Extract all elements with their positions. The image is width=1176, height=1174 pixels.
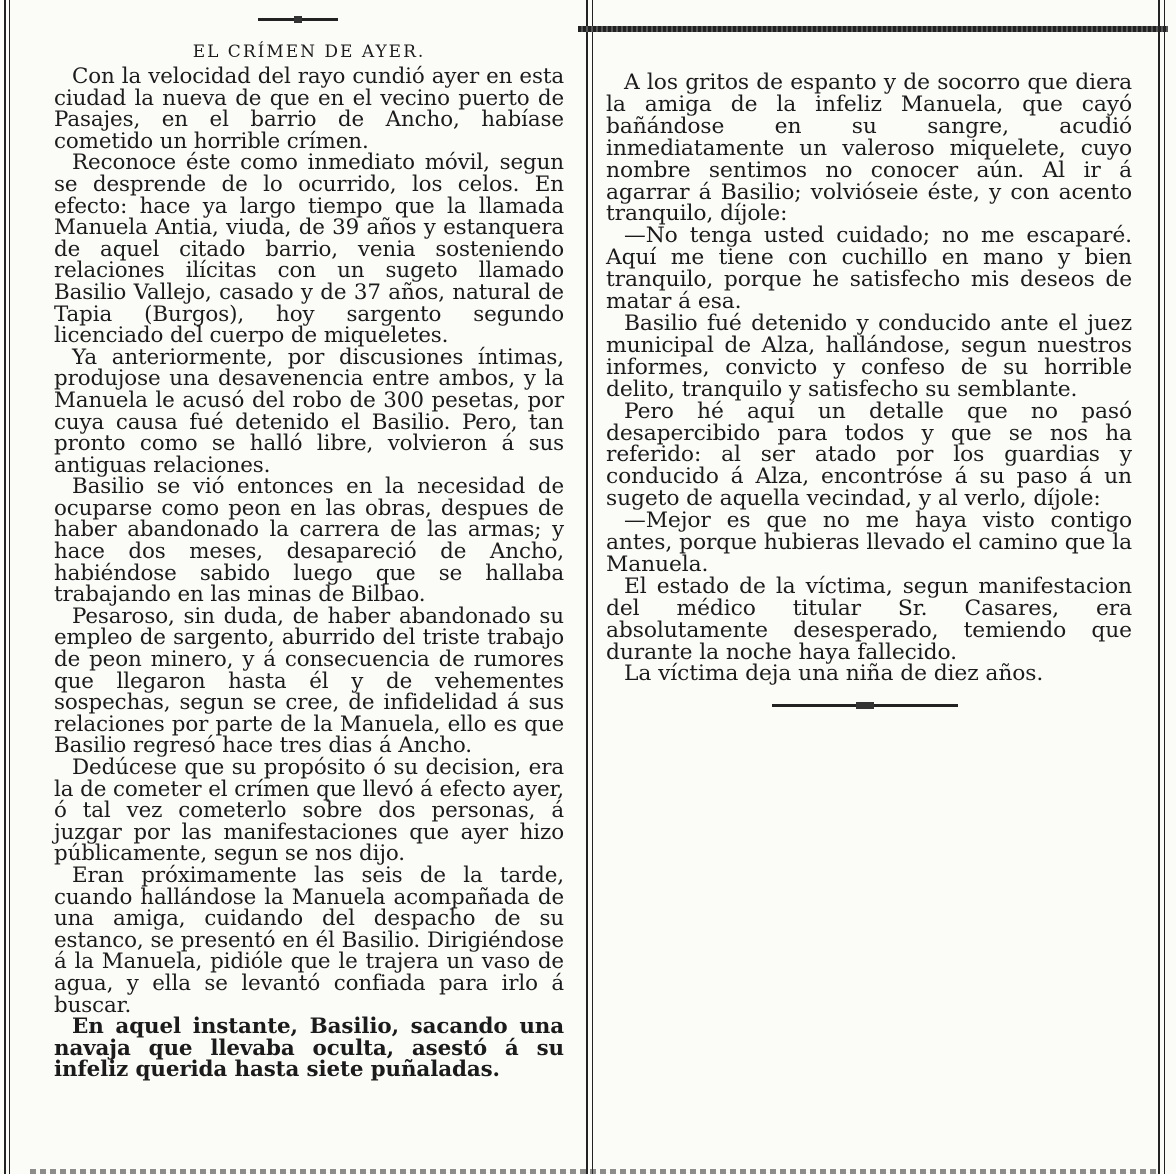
article-paragraph: Basilio se vió entonces en la necesidad de ocuparse como peon en las obras, despues de haber abandonado la carrera de las armas; y hace dos meses, desapareció de Ancho, habiéndose sabido luego que se hallaba trabajando en las minas de Bilbao. (54, 474, 564, 608)
article-headline: EL CRÍMEN DE AYER. (192, 42, 426, 62)
article-paragraph: La víctima deja una niña de diez años. (624, 661, 1044, 687)
article-paragraph: Basilio fué detenido y conducido ante el juez municipal de Alza, hallándose, segun nuestros informes, convicto y confeso de su horrible delito, tranquilo y satisfecho su semblante. (606, 310, 1132, 402)
top-rule-right (578, 26, 1168, 32)
article-left-column (54, 42, 564, 1081)
bottom-cut-line (30, 1169, 1156, 1174)
end-ornament (772, 704, 958, 707)
article-paragraph: Pero hé aquí un detalle que no pasó desapercibido para todos y que se nos ha referido: al ser atado por los guardias y conducido á Alza, encontróse á su paso á un sugeto de aquella vecindad, y al verlo, díjole: (606, 398, 1132, 512)
quote-paragraph: —No tenga usted cuidado; no me escaparé. Aquí me tiene con cuchillo en mano y bien tranquilo, porque he satisfecho mis deseos de matar á esa. (606, 223, 1132, 315)
article-paragraph: Reconoce éste como inmediato móvil, segun se desprende de lo ocurrido, los celos. En efecto: hace ya largo tiempo que la llamada Manuela Antia, viuda, de 39 años y estanquera de aquel citado barrio, venia sosteniendo relaciones ilícitas con un sugeto llamado Basilio Vallejo, casado y de 37 años, natural de Tapia (Burgos), hoy sargento segundo licenciado del cuerpo de miqueletes. (54, 150, 564, 349)
right-margin-rule (1158, 0, 1160, 1174)
article-paragraph: En aquel instante, Basilio, sacando una navaja que llevaba oculta, asestó á su infeliz querida hasta siete puñaladas. (54, 1014, 564, 1083)
article-paragraph: Dedúcese que su propósito ó su decision, era la de cometer el crímen que llevó á efecto ayer, ó tal vez cometerlo sobre dos personas, á juzgar por las manifestaciones que ayer hizo públicamente, segun se nos dijo. (54, 755, 564, 867)
top-ornament-left (258, 18, 338, 21)
quote-paragraph: —Mejor es que no me haya visto contigo antes, porque hubieras llevado el camino que la Manuela. (606, 508, 1132, 577)
column-divider-inner (592, 0, 593, 1174)
right-margin-rule-inner (1164, 0, 1165, 1174)
article-paragraph: Eran próximamente las seis de la tarde, cuando hallándose la Manuela acompañada de una amiga, cuidando del despacho de su estanco, se presentó en él Basilio. Dirigiéndose á la Manuela, pidióle que le trajera un vaso de agua, y ella se levantó confiada para irlo á buscar. (54, 862, 564, 1018)
article-paragraph: Pesaroso, sin duda, de haber abandonado su empleo de sargento, aburrido del triste trabajo de peon minero, y á consecuencia de rumores que llegaron hasta él y de vehementes sospechas, segun se cree, de infidelidad á sus relaciones por parte de la Manuela, ello es que Basilio regresó hace tres dias á Ancho. (54, 603, 564, 759)
article-paragraph: El estado de la víctima, segun manifestacion del médico titular Sr. Casares, era absolutamente desesperado, temiendo que durante la noche haya fallecido. (606, 573, 1132, 665)
column-divider (586, 0, 588, 1174)
article-paragraph: Ya anteriormente, por discusiones íntimas, produjose una desavenencia entre ambos, y la Manuela le acusó del robo de 300 pesetas, por cuya causa fué detenido el Basilio. Pero, tan pronto como se halló libre, volvieron á sus antiguas relaciones. (54, 344, 564, 478)
article-paragraph: A los gritos de espanto y de socorro que diera la amiga de la infeliz Manuela, que cayó bañándose en su sangre, acudió inmediatamente un valeroso miquelete, cuyo nombre sentimos no conocer aún. Al ir á agarrar á Basilio; volvióseie éste, y con acento tranquilo, díjole: (606, 70, 1132, 227)
article-paragraph: Con la velocidad del rayo cundió ayer en esta ciudad la nueva de que en el vecino puerto de Pasajes, en el barrio de Ancho, habíase cometido un horrible crímen. (54, 64, 564, 154)
article-right-column (606, 72, 1132, 685)
left-margin-rule-inner (9, 0, 10, 1174)
left-margin-rule (4, 0, 6, 1174)
